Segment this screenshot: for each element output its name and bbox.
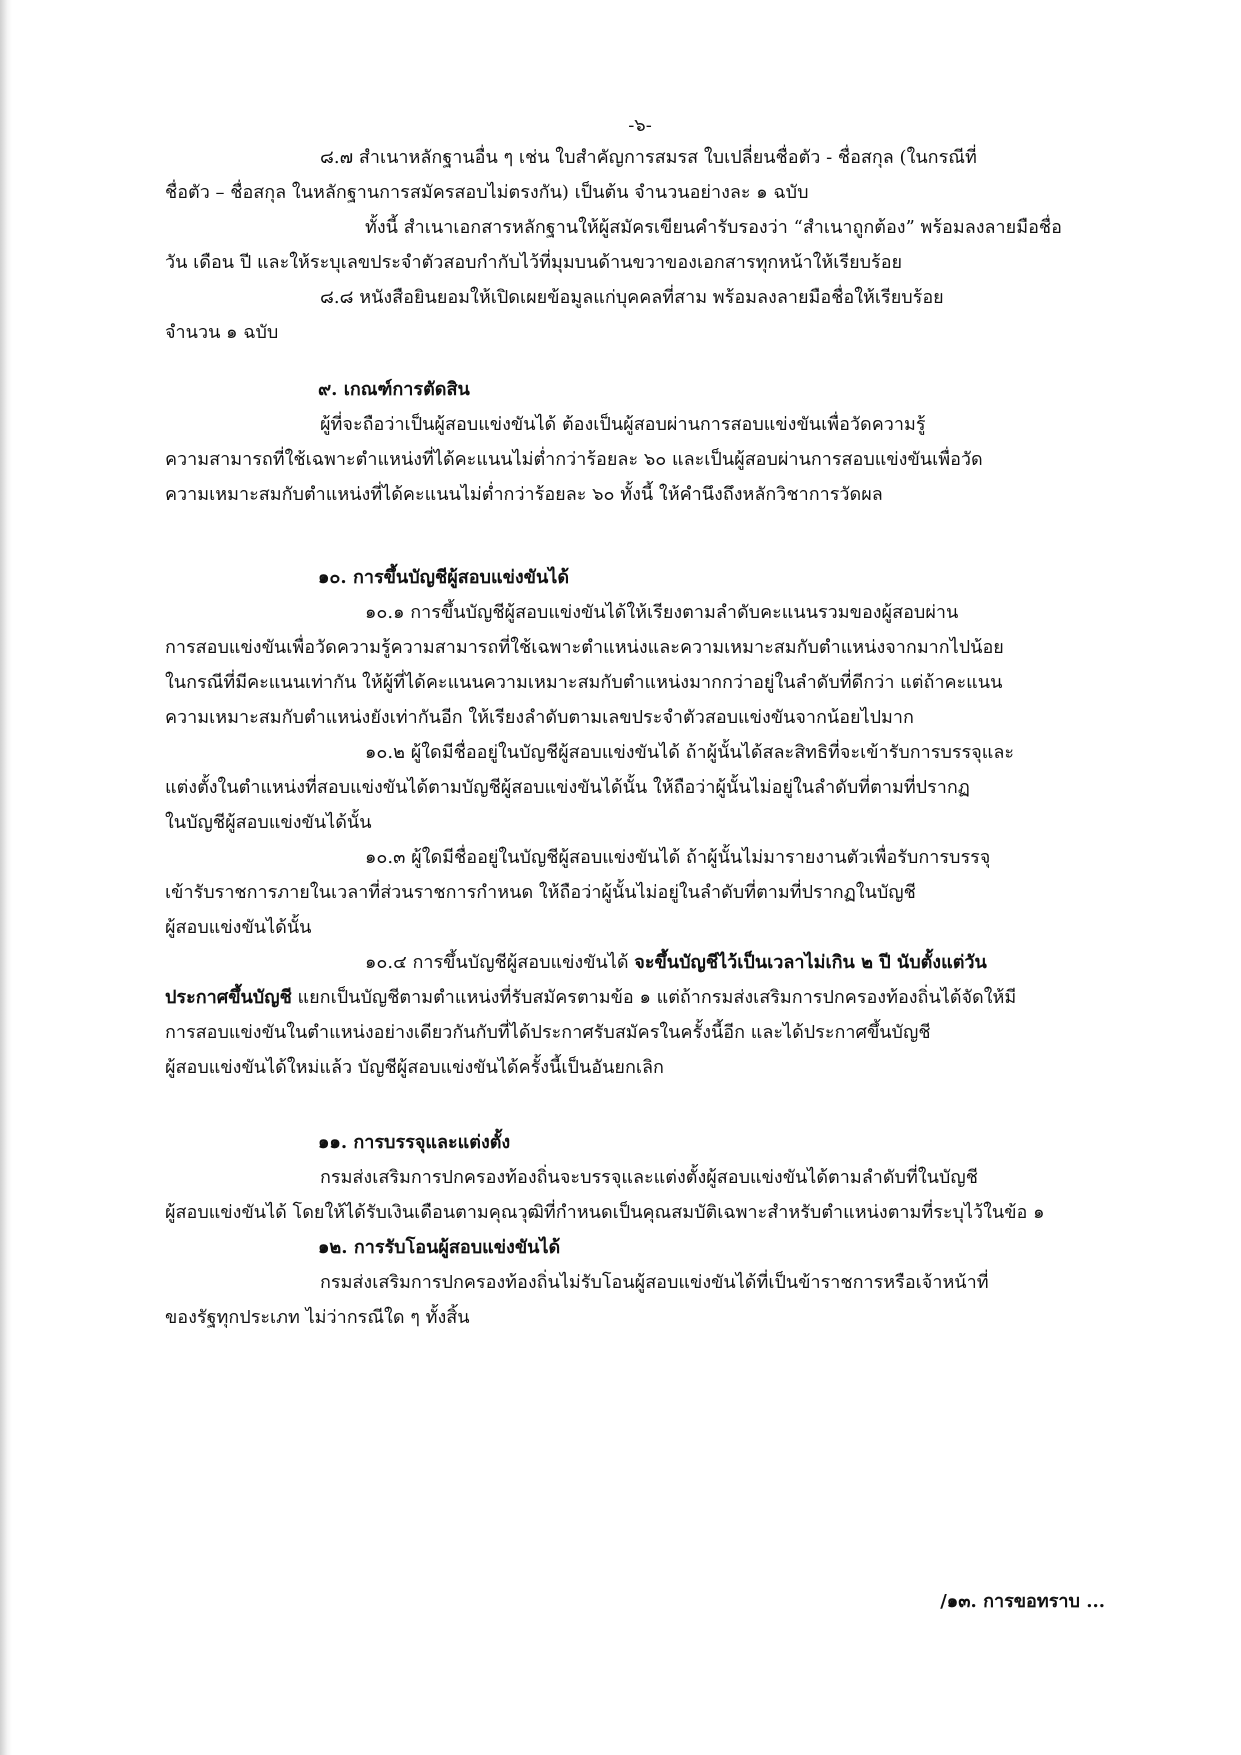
section-9-line-1: ผู้ที่จะถือว่าเป็นผู้สอบแข่งขันได้ ต้องเป็นผู้สอบผ่านการสอบแข่งขันเพื่อวัดความรู้ xyxy=(320,414,926,435)
section-12-line-1: กรมส่งเสริมการปกครองท้องถิ่นไม่รับโอนผู้สอบแข่งขันได้ที่เป็นข้าราชการหรือเจ้าหน้าที่ xyxy=(320,1272,989,1293)
certification-note xyxy=(165,210,1115,280)
section-9 xyxy=(165,372,1115,512)
section-10-3-line-3: ผู้สอบแข่งขันได้นั้น xyxy=(165,917,312,938)
section-10-3-line-1: ๑๐.๓ ผู้ใดมีชื่ออยู่ในบัญชีผู้สอบแข่งขันได้ ถ้าผู้นั้นไม่มารายงานตัวเพื่อรับการบรรจุ xyxy=(365,847,991,868)
section-9-line-2: ความสามารถที่ใช้เฉพาะตำแหน่งที่ได้คะแนนไม่ต่ำกว่าร้อยละ ๖๐ และเป็นผู้สอบผ่านการสอบแข่งขันเพื่อวัด xyxy=(165,449,983,470)
document-page xyxy=(165,0,1115,1755)
section-11-line-2: ผู้สอบแข่งขันได้ โดยให้ได้รับเงินเดือนตามคุณวุฒิที่กำหนดเป็นคุณสมบัติเฉพาะสำหรับตำแหน่งตามที่ระบุไว้ในข้อ ๑ xyxy=(165,1202,1045,1223)
item-8-8-line-2: จำนวน ๑ ฉบับ xyxy=(165,322,279,343)
section-10-heading: ๑๐. การขึ้นบัญชีผู้สอบแข่งขันได้ xyxy=(318,567,570,588)
section-11 xyxy=(165,1125,1115,1230)
section-10-2-line-1: ๑๐.๒ ผู้ใดมีชื่ออยู่ในบัญชีผู้สอบแข่งขันได้ ถ้าผู้นั้นได้สละสิทธิที่จะเข้ารับการบรรจุและ xyxy=(365,742,1015,763)
section-12 xyxy=(165,1230,1115,1335)
section-10 xyxy=(165,560,1115,1085)
section-10-4-bold-a: จะขึ้นบัญชีไว้เป็นเวลาไม่เกิน ๒ ปี นับตั้งแต่วัน xyxy=(634,952,987,973)
section-10-4-line-2 xyxy=(165,980,1115,1015)
section-10-4-line-1 xyxy=(165,945,1115,980)
section-12-line-2: ของรัฐทุกประเภท ไม่ว่ากรณีใด ๆ ทั้งสิ้น xyxy=(165,1307,470,1328)
note-line-2: วัน เดือน ปี และให้ระบุเลขประจำตัวสอบกำกับไว้ที่มุมบนด้านขวาของเอกสารทุกหน้าให้เรียบร้อย xyxy=(165,252,903,273)
section-10-1-line-1: ๑๐.๑ การขึ้นบัญชีผู้สอบแข่งขันได้ให้เรียงตามลำดับคะแนนรวมของผู้สอบผ่าน xyxy=(365,602,959,623)
section-10-3-line-2: เข้ารับราชการภายในเวลาที่ส่วนราชการกำหนด ให้ถือว่าผู้นั้นไม่อยู่ในลำดับที่ตามที่ปรากฏในบัญชี xyxy=(165,882,916,903)
section-9-heading: ๙. เกณฑ์การตัดสิน xyxy=(318,379,470,400)
section-10-1-line-2: การสอบแข่งขันเพื่อวัดความรู้ความสามารถที่ใช้เฉพาะตำแหน่งและความเหมาะสมกับตำแหน่งจากมากไปน้อย xyxy=(165,637,1004,658)
section-10-4-bold-b: ประกาศขึ้นบัญชี xyxy=(165,987,292,1008)
footer-continuation: /๑๓. การขอทราบ ... xyxy=(940,1591,1105,1612)
item-8-7 xyxy=(165,140,1115,210)
item-8-7-line-1: ๘.๗ สำเนาหลักฐานอื่น ๆ เช่น ใบสำคัญการสมรส ใบเปลี่ยนชื่อตัว - ชื่อสกุล (ในกรณีที่ xyxy=(320,147,977,168)
note-line-1: ทั้งนี้ สำเนาเอกสารหลักฐานให้ผู้สมัครเขียนคำรับรองว่า “สำเนาถูกต้อง” พร้อมลงลายมือชื่อ xyxy=(365,217,1062,238)
section-9-line-3: ความเหมาะสมกับตำแหน่งที่ได้คะแนนไม่ต่ำกว่าร้อยละ ๖๐ ทั้งนี้ ให้คำนึงถึงหลักวิชาการวัดผล xyxy=(165,484,883,505)
section-10-4-text-b: แยกเป็นบัญชีตามตำแหน่งที่รับสมัครตามข้อ ๑ แต่ถ้ากรมส่งเสริมการปกครองท้องถิ่นได้จัดให้มี xyxy=(291,987,1017,1008)
section-10-2-line-2: แต่งตั้งในตำแหน่งที่สอบแข่งขันได้ตามบัญชีผู้สอบแข่งขันได้นั้น ให้ถือว่าผู้นั้นไม่อยู่ในลำดับที่ตามที่ปรากฏ xyxy=(165,777,970,798)
section-11-line-1: กรมส่งเสริมการปกครองท้องถิ่นจะบรรจุและแต่งตั้งผู้สอบแข่งขันได้ตามลำดับที่ในบัญชี xyxy=(320,1167,978,1188)
section-11-heading: ๑๑. การบรรจุและแต่งตั้ง xyxy=(318,1132,511,1153)
page-number: -๖- xyxy=(628,115,652,136)
item-8-7-line-2: ชื่อตัว – ชื่อสกุล ในหลักฐานการสมัครสอบไม่ตรงกัน) เป็นต้น จำนวนอย่างละ ๑ ฉบับ xyxy=(165,182,809,203)
section-10-2-line-3: ในบัญชีผู้สอบแข่งขันได้นั้น xyxy=(165,812,372,833)
section-10-4-line-3: การสอบแข่งขันในตำแหน่งอย่างเดียวกันกับที่ได้ประกาศรับสมัครในครั้งนี้อีก และได้ประกาศขึ้นบัญชี xyxy=(165,1022,931,1043)
section-10-4-text-a: ๑๐.๔ การขึ้นบัญชีผู้สอบแข่งขันได้ xyxy=(365,952,635,973)
scan-edge-shadow xyxy=(0,0,12,1755)
section-10-1-line-4: ความเหมาะสมกับตำแหน่งยังเท่ากันอีก ให้เรียงลำดับตามเลขประจำตัวสอบแข่งขันจากน้อยไปมาก xyxy=(165,707,914,728)
item-8-8 xyxy=(165,280,1115,350)
section-12-heading: ๑๒. การรับโอนผู้สอบแข่งขันได้ xyxy=(318,1237,561,1258)
section-10-4-line-4: ผู้สอบแข่งขันได้ใหม่แล้ว บัญชีผู้สอบแข่งขันได้ครั้งนี้เป็นอันยกเลิก xyxy=(165,1057,664,1078)
item-8-8-line-1: ๘.๘ หนังสือยินยอมให้เปิดเผยข้อมูลแก่บุคคลที่สาม พร้อมลงลายมือชื่อให้เรียบร้อย xyxy=(320,287,944,308)
section-10-1-line-3: ในกรณีที่มีคะแนนเท่ากัน ให้ผู้ที่ได้คะแนนความเหมาะสมกับตำแหน่งมากกว่าอยู่ในลำดับที่ดีกว่า แต่ถ้าคะแนน xyxy=(165,672,1003,693)
